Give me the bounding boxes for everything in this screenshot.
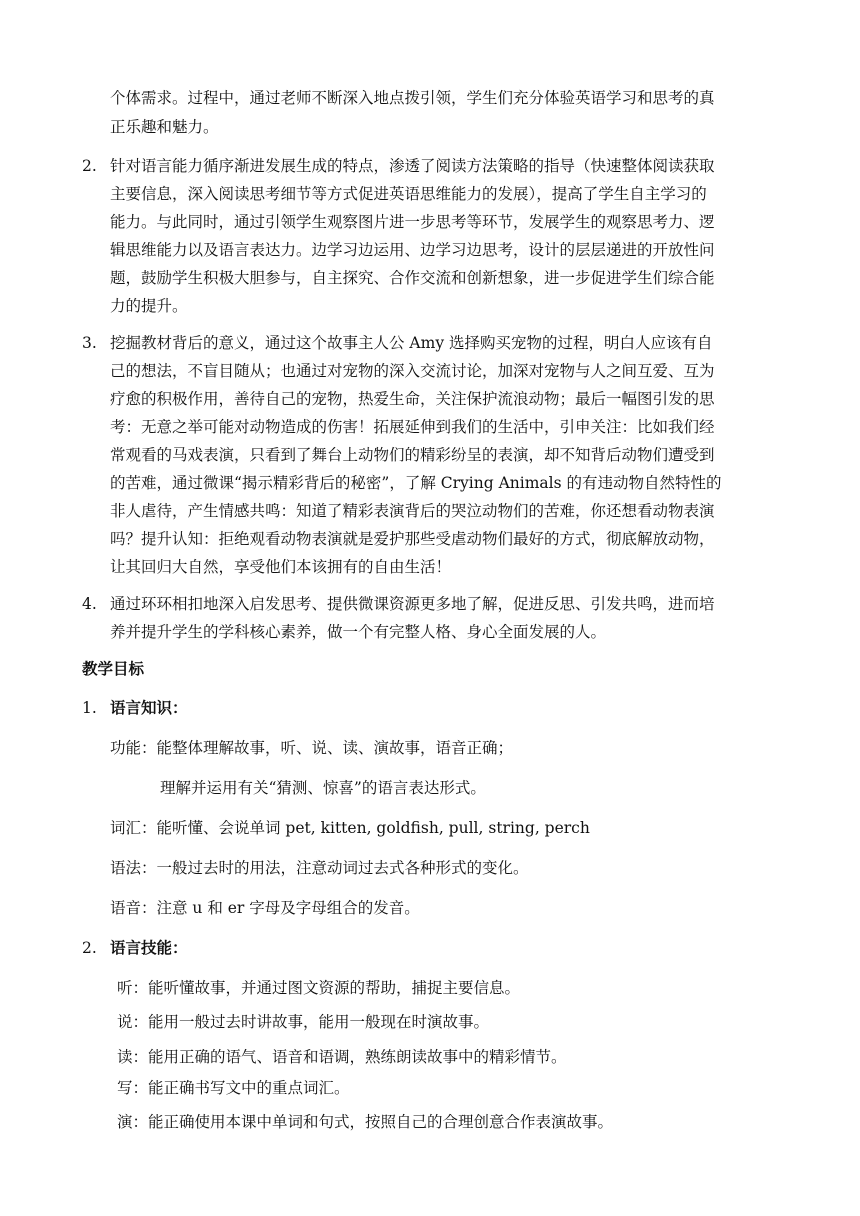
goal-title: 语言技能： (110, 938, 188, 957)
paragraph-line: 题，鼓励学生积极大胆参与，自主探究、合作交流和创新想象，进一步促进学生们综合能 (110, 269, 715, 287)
paragraph-line: 针对语言能力循序渐进发展生成的特点，渗透了阅读方法策略的指导（快速整体阅读获取 (110, 157, 715, 175)
goal-line: 词汇：能听懂、会说单词 pet, kitten, goldfish, pull, string, perch (110, 819, 590, 837)
paragraph-line: 考：无意之举可能对动物造成的伤害！拓展延伸到我们的生活中，引申关注：比如我们经 (110, 418, 715, 436)
list-number: 4. (82, 595, 97, 613)
goal-line: 语音：注意 u 和 er 字母及字母组合的发音。 (110, 899, 420, 917)
paragraph-line: 非人虐待，产生情感共鸣：知道了精彩表演背后的哭泣动物们的苦难，你还想看动物表演 (110, 502, 715, 520)
list-number: 1. (82, 699, 97, 717)
skill-line: 说：能用一般过去时讲故事，能用一般现在时演故事。 (117, 1013, 490, 1031)
list-number: 2. (82, 157, 97, 175)
paragraph-line: 通过环环相扣地深入启发思考、提供微课资源更多地了解，促进反思、引发共鸣，进而培 (110, 595, 715, 613)
paragraph-line: 正乐趣和魅力。 (110, 118, 219, 136)
section-heading: 教学目标 (82, 659, 145, 678)
paragraph-line: 能力。与此同时，通过引领学生观察图片进一步思考等环节，发展学生的观察思考力、逻 (110, 213, 715, 231)
goal-title: 语言知识： (110, 698, 188, 717)
skill-line: 演：能正确使用本课中单词和句式，按照自己的合理创意合作表演故事。 (117, 1113, 614, 1131)
goal-line: 语法：一般过去时的用法，注意动词过去式各种形式的变化。 (110, 859, 529, 877)
goal-line: 功能：能整体理解故事，听、说、读、演故事，语音正确； (110, 739, 514, 757)
paragraph-line: 常观看的马戏表演，只看到了舞台上动物们的精彩纷呈的表演，却不知背后动物们遭受到 (110, 446, 715, 464)
skill-line: 读：能用正确的语气、语音和语调，熟练朗读故事中的精彩情节。 (117, 1048, 567, 1066)
goal-line: 理解并运用有关“猜测、惊喜”的语言表达形式。 (160, 779, 486, 797)
paragraph-line: 的苦难，通过微课“揭示精彩背后的秘密”，了解 Crying Animals 的有违动物自然特性的 (110, 474, 722, 492)
paragraph-line: 个体需求。过程中，通过老师不断深入地点拨引领，学生们充分体验英语学习和思考的真 (110, 89, 715, 107)
paragraph-line: 疗愈的积极作用，善待自己的宠物，热爱生命，关注保护流浪动物；最后一幅图引发的思 (110, 390, 715, 408)
paragraph-line: 让其回归大自然，享受他们本该拥有的自由生活！ (110, 558, 452, 576)
paragraph-line: 吗？提升认知：拒绝观看动物表演就是爱护那些受虐动物们最好的方式，彻底解放动物， (110, 530, 715, 548)
paragraph-line: 挖掘教材背后的意义，通过这个故事主人公 Amy 选择购买宠物的过程，明白人应该有自 (110, 334, 713, 352)
paragraph-line: 养并提升学生的学科核心素养，做一个有完整人格、身心全面发展的人。 (110, 623, 607, 641)
paragraph-line: 主要信息，深入阅读思考细节等方式促进英语思维能力的发展），提高了学生自主学习的 (110, 185, 707, 203)
paragraph-line: 力的提升。 (110, 297, 188, 315)
skill-line: 写：能正确书写文中的重点词汇。 (117, 1079, 350, 1097)
list-number: 3. (82, 334, 97, 352)
skill-line: 听：能听懂故事，并通过图文资源的帮助，捕捉主要信息。 (117, 979, 521, 997)
list-number: 2. (82, 939, 97, 957)
paragraph-line: 辑思维能力以及语言表达力。边学习边运用、边学习边思考，设计的层层递进的开放性问 (110, 241, 715, 259)
paragraph-line: 己的想法，不盲目随从；也通过对宠物的深入交流讨论，加深对宠物与人之间互爱、互为 (110, 362, 715, 380)
